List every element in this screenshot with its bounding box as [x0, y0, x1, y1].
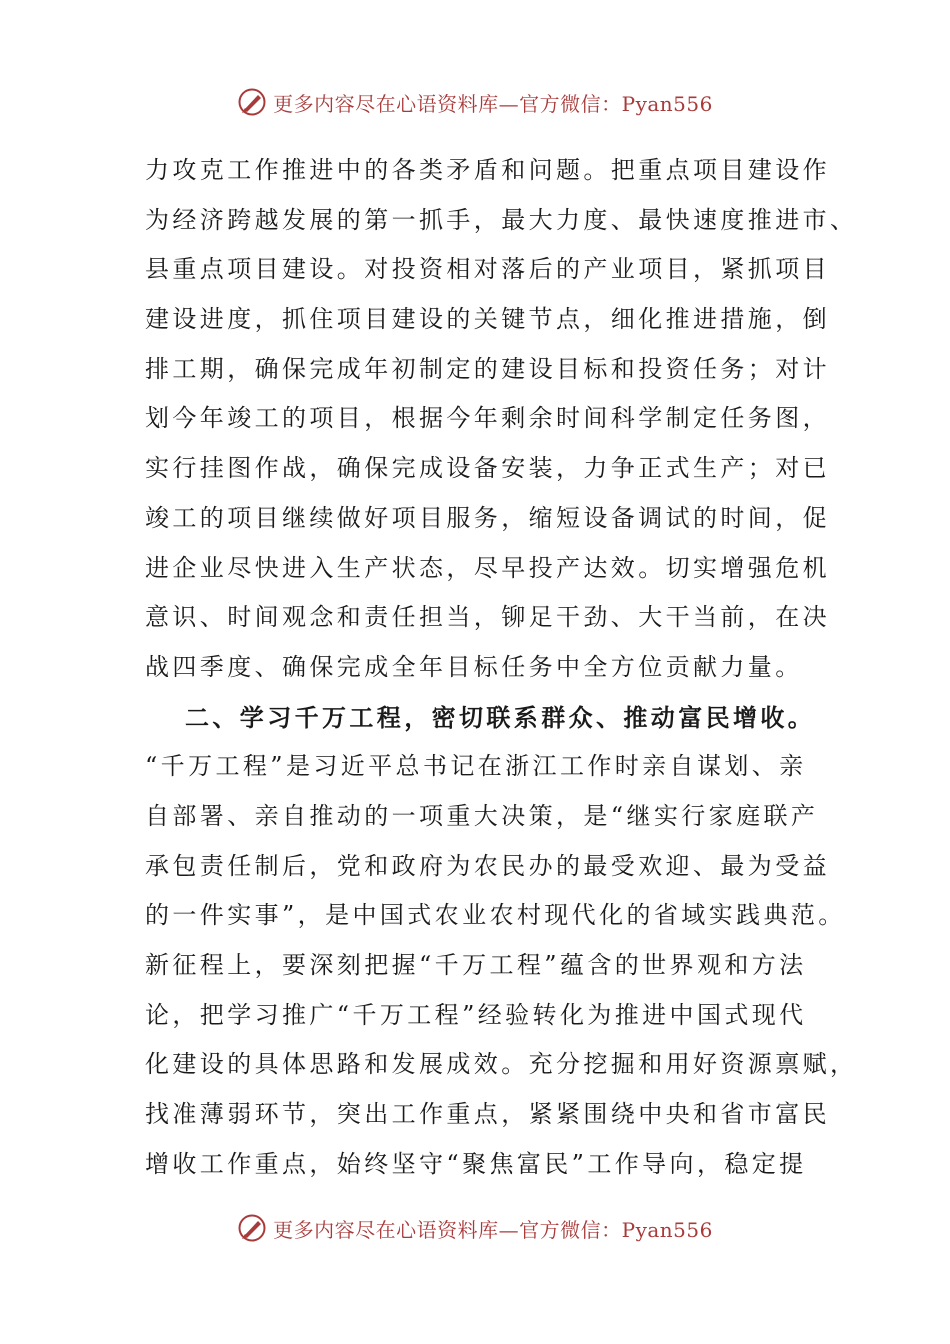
- body-line: 意识、时间观念和责任担当，铆足干劲、大干当前，在决: [145, 603, 830, 632]
- pen-logo-icon: [237, 1213, 267, 1243]
- body-line: 找准薄弱环节，突出工作重点，紧紧围绕中央和省市富民: [145, 1100, 830, 1129]
- section-heading: 二、学习千万工程，密切联系群众、推动富民增收。: [185, 702, 816, 732]
- body-line: 实行挂图作战，确保完成设备安装，力争正式生产；对已: [145, 454, 830, 483]
- body-line: 增收工作重点，始终坚守“聚焦富民”工作导向，稳定提: [145, 1149, 807, 1178]
- body-line: 自部署、亲自推动的一项重大决策，是“继实行家庭联产: [145, 801, 819, 830]
- body-line: 论，把学习推广“千万工程”经验转化为推进中国式现代: [145, 1000, 807, 1029]
- document-body: [145, 146, 858, 1189]
- body-line: 建设进度，抓住项目建设的关键节点，细化推进措施，倒: [145, 305, 830, 334]
- body-line: 为经济跨越发展的第一抓手，最大力度、最快速度推进市、: [145, 205, 858, 234]
- body-line: 力攻克工作推进中的各类矛盾和问题。把重点项目建设作: [145, 156, 830, 184]
- footer-watermark-text: 更多内容尽在心语资料库—官方微信：Pyan556: [273, 1217, 713, 1242]
- body-line: 进企业尽快进入生产状态，尽早投产达效。切实增强危机: [145, 553, 830, 582]
- body-line: 化建设的具体思路和发展成效。充分挖掘和用好资源禀赋，: [145, 1050, 858, 1079]
- body-line: 战四季度、确保完成全年目标任务中全方位贡献力量。: [145, 652, 803, 681]
- header-watermark-text: 更多内容尽在心语资料库—官方微信：Pyan556: [273, 91, 713, 116]
- body-line: 竣工的项目继续做好项目服务，缩短设备调试的时间，促: [145, 503, 830, 532]
- body-line: 承包责任制后，党和政府为农民办的最受欢迎、最为受益: [145, 851, 830, 880]
- body-line: 的一件实事”，是中国式农业农村现代化的省域实践典范。: [145, 901, 846, 930]
- body-line: “千万工程”是习近平总书记在浙江工作时亲自谋划、亲: [145, 752, 807, 781]
- pen-logo-icon: [237, 87, 267, 117]
- body-line: 排工期，确保完成年初制定的建设目标和投资任务；对计: [145, 354, 830, 383]
- header-watermark: [0, 82, 950, 122]
- body-line: 县重点项目建设。对投资相对落后的产业项目，紧抓项目: [145, 255, 830, 284]
- body-line: 划今年竣工的项目，根据今年剩余时间科学制定任务图，: [145, 404, 830, 433]
- footer-watermark: [0, 1208, 950, 1248]
- body-line: 新征程上，要深刻把握“千万工程”蕴含的世界观和方法: [145, 951, 807, 979]
